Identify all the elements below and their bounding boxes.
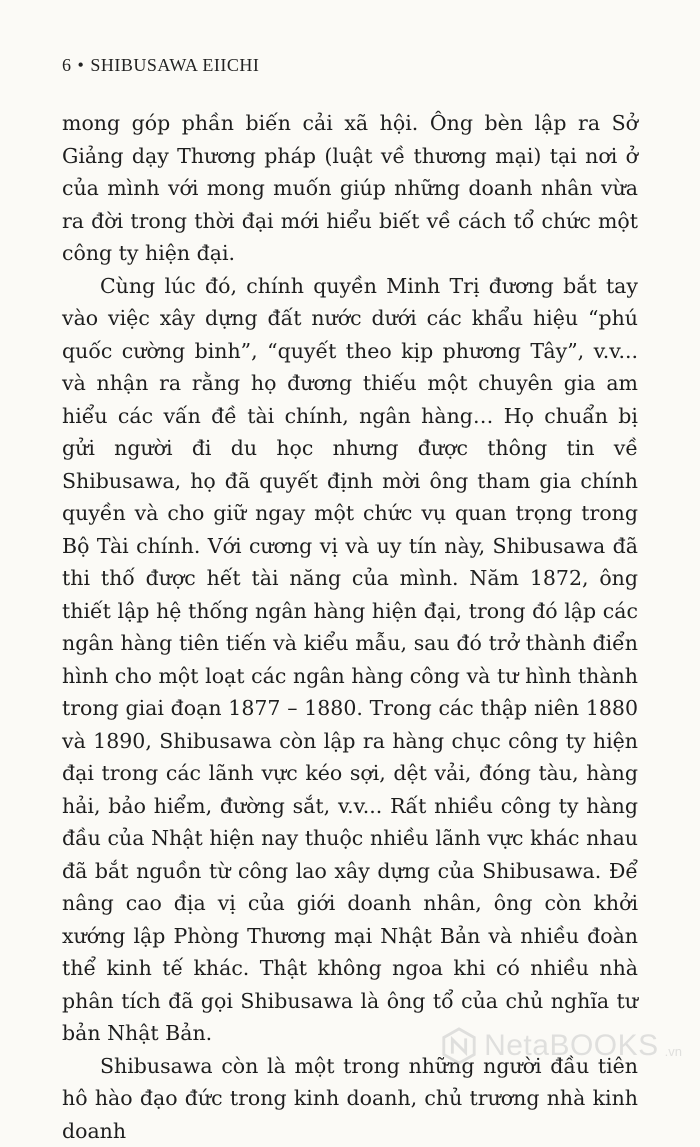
page-number: 6 [62, 55, 72, 75]
running-title: SHIBUSAWA EIICHI [90, 55, 259, 75]
watermark-suffix: .vn [665, 1044, 682, 1059]
paragraph-business-ethics: Shibusawa còn là một trong những người đầu tiên hô hào đạo đức trong kinh doanh, chủ trương nhà kinh doanh [62, 1050, 638, 1147]
running-header [62, 55, 259, 76]
body-text [62, 107, 638, 1147]
paragraph-continued: mong góp phần biến cải xã hội. Ông bèn lập ra Sở Giảng dạy Thương pháp (luật về thương mại) tại nơi ở của mình với mong muốn giúp những doanh nhân vừa ra đời trong thời đại mới hiểu biết về cách tổ chức một công ty hiện đại. [62, 107, 638, 270]
neta-logo-icon [440, 1027, 478, 1065]
watermark-brand: NetaBOOKS [484, 1029, 659, 1063]
header-separator: • [78, 55, 85, 75]
watermark [440, 1027, 682, 1065]
paragraph-meiji-government: Cùng lúc đó, chính quyền Minh Trị đương bắt tay vào việc xây dựng đất nước dưới các khẩu hiệu “phú quốc cường binh”, “quyết theo kịp phương Tây”, v.v... và nhận ra rằng họ đương thiếu một chuyên gia am hiểu các vấn đề tài chính, ngân hàng… Họ chuẩn bị gửi người đi du học nhưng được thông tin về Shibusawa, họ đã quyết định mời ông tham gia chính quyền và cho giữ ngay một chức vụ quan trọng trong Bộ Tài chính. Với cương vị và uy tín này, Shibusawa đã thi thố được hết tài năng của mình. Năm 1872, ông thiết lập hệ thống ngân hàng hiện đại, trong đó lập các ngân hàng tiên tiến và kiểu mẫu, sau đó trở thành điển hình cho một loạt các ngân hàng công và tư hình thành trong giai đoạn 1877 – 1880. Trong các thập niên 1880 và 1890, Shibusawa còn lập ra hàng chục công ty hiện đại trong các lãnh vực kéo sợi, dệt vải, đóng tàu, hàng hải, bảo hiểm, đường sắt, v.v... Rất nhiều công ty hàng đầu của Nhật hiện nay thuộc nhiều lãnh vực khác nhau đã bắt nguồn từ công lao xây dựng của Shibusawa. Để nâng cao địa vị của giới doanh nhân, ông còn khởi xướng lập Phòng Thương mại Nhật Bản và nhiều đoàn thể kinh tế khác. Thật không ngoa khi có nhiều nhà phân tích đã gọi Shibusawa là ông tổ của chủ nghĩa tư bản Nhật Bản. [62, 270, 638, 1050]
